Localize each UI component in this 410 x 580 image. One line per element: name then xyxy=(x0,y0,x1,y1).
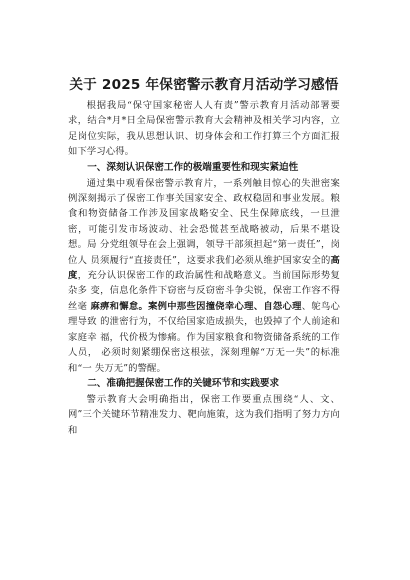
section-2-paragraph: 警示教育大会明确指出，保密工作要重点围绕“人、文、网”三个关键环节精准发力、靶向施策，这为我们指明了努力方向和 xyxy=(68,393,340,436)
section-1-bold-2: 麻痹和懈怠。案例中那些因撞侥幸心理、自怨心理 xyxy=(90,300,302,312)
section-1-text-c: 、鸵鸟心理导致 的泄密行为，不仅给国家造成损失，也毁掉了个人前途和家庭幸 福，代价极为惨痛。作为国家粮食和物资储备系统的工作人员， 必须时刻紧绷保密这根弦，深刻理解“万无一失”的标准和“一 失万无”的警醒。 xyxy=(68,300,340,374)
section-2-heading: 二、准确把握保密工作的关键环节和实践要求 xyxy=(87,377,280,389)
section-1-heading: 一、深刻认识保密工作的极端重要性和现实紧迫性 xyxy=(87,161,299,173)
section-1-bold-1: 高度 xyxy=(68,254,340,282)
section-1-text-b: ，充分认识保密工作的政治属性和战略意义。当前国际形势复杂多 变，信息化条件下窃密与反窃密斗争尖锐，保密工作容不得丝毫 xyxy=(68,270,340,312)
intro-paragraph: 根据我局“保守国家秘密人人有责”警示教育月活动部署要求，结合*月*日全局保密警示教育大会精神及相关学习内容，立足岗位实际，我从思想认识、切身体会和工作打算三个方面汇报如下学习心得。 xyxy=(68,100,340,158)
section-1-paragraph xyxy=(68,176,340,376)
section-1-text-a: 通过集中观看保密警示教育片，一系列触目惊心的失泄密案例深刻揭示了保密工作事关国家安全、政权稳固和事业发展。粮食和物资储备工作涉及国家战略安全、民生保障底线，一旦泄密，可能引发市场波动、社会恐慌甚至战略被动，后果不堪设想。局 分党组领导在会上强调，领导干部须担起“第一责任”，岗位人 员须履行“直接责任”，这要求我们必须从维护国家安全的 xyxy=(68,177,340,266)
document-title: 关于 2025 年保密警示教育月活动学习感悟 xyxy=(69,77,339,93)
